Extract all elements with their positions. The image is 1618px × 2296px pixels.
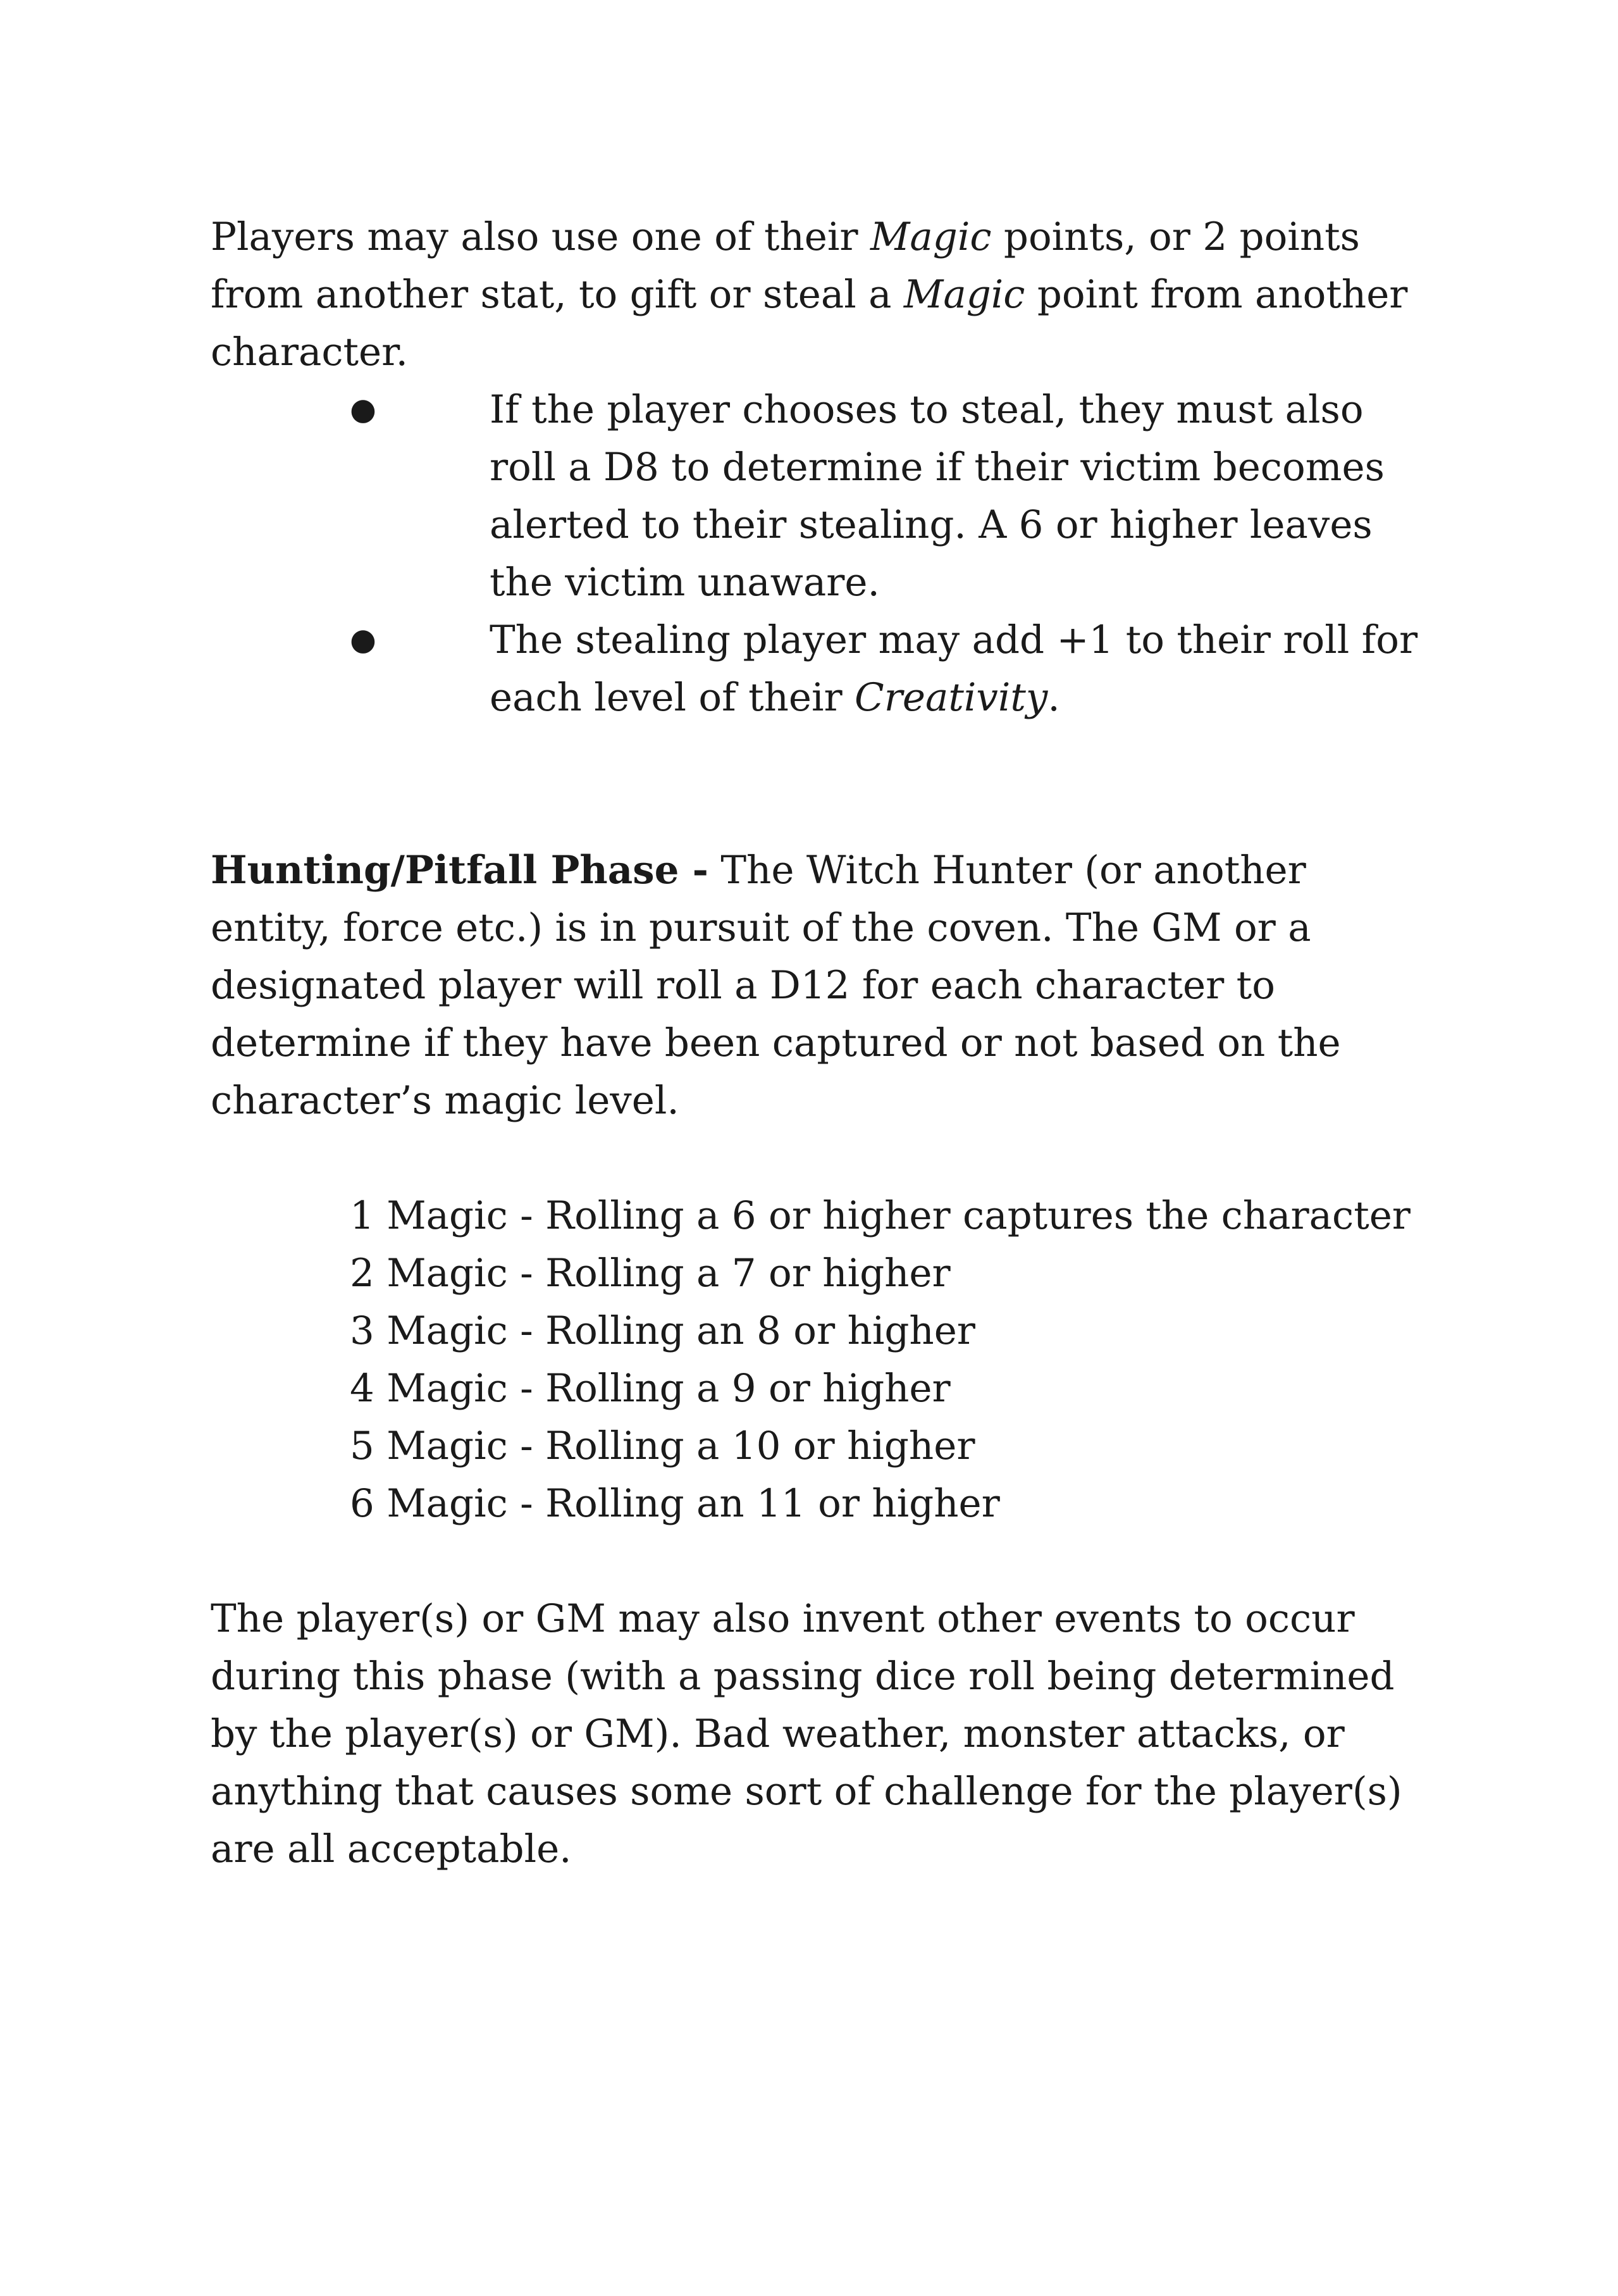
hunting-paragraph bbox=[211, 841, 1438, 1129]
document-page bbox=[211, 208, 1438, 1878]
bullet-icon: ● bbox=[350, 622, 376, 657]
bullet-icon: ● bbox=[350, 392, 376, 427]
intro-text-1: Players may also use one of their bbox=[211, 214, 870, 259]
hunting-body: The Witch Hunter (or another entity, force etc.) is in pursuit of the coven. The GM or a designated player will roll a D12 for each character to determine if they have been captured or not based on the character’s magic level. bbox=[211, 848, 1341, 1123]
bullet-text-end: . bbox=[1047, 675, 1060, 720]
spacer bbox=[211, 1532, 1438, 1590]
list-item bbox=[211, 381, 1438, 611]
creativity-term: Creativity bbox=[855, 675, 1048, 720]
list-item: 4 Magic - Rolling a 9 or higher bbox=[350, 1366, 951, 1411]
list-item: 2 Magic - Rolling a 7 or higher bbox=[350, 1251, 951, 1296]
list-item: 1 Magic - Rolling a 6 or higher captures the character bbox=[350, 1193, 1411, 1238]
spacer bbox=[211, 1129, 1438, 1187]
bullet-text: If the player chooses to steal, they must also roll a D8 to determine if their victim becomes alerted to their stealing. A 6 or higher leaves the victim unaware. bbox=[490, 387, 1385, 605]
intro-text-3: point from another character. bbox=[211, 272, 1408, 375]
section-heading: Hunting/Pitfall Phase - bbox=[211, 848, 708, 893]
intro-text-2: points, or 2 points from another stat, to gift or steal a bbox=[211, 214, 1360, 317]
list-item: 6 Magic - Rolling an 11 or higher bbox=[350, 1481, 1000, 1526]
steal-rules-list bbox=[211, 381, 1438, 726]
magic-term: Magic bbox=[870, 214, 992, 259]
list-item bbox=[211, 611, 1438, 726]
closing-paragraph: The player(s) or GM may also invent other events to occur during this phase (with a passing dice roll being determined by the player(s) or GM). Bad weather, monster attacks, or anything that causes some sort of challenge for the player(s) are all acceptable. bbox=[211, 1596, 1402, 1871]
intro-paragraph bbox=[211, 208, 1438, 381]
list-item: 5 Magic - Rolling a 10 or higher bbox=[350, 1424, 975, 1468]
magic-term: Magic bbox=[903, 272, 1025, 317]
list-item: 3 Magic - Rolling an 8 or higher bbox=[350, 1308, 975, 1353]
bullet-text: The stealing player may add +1 to their roll for each level of their bbox=[490, 617, 1418, 720]
magic-level-list bbox=[211, 1187, 1438, 1532]
spacer bbox=[211, 726, 1438, 841]
